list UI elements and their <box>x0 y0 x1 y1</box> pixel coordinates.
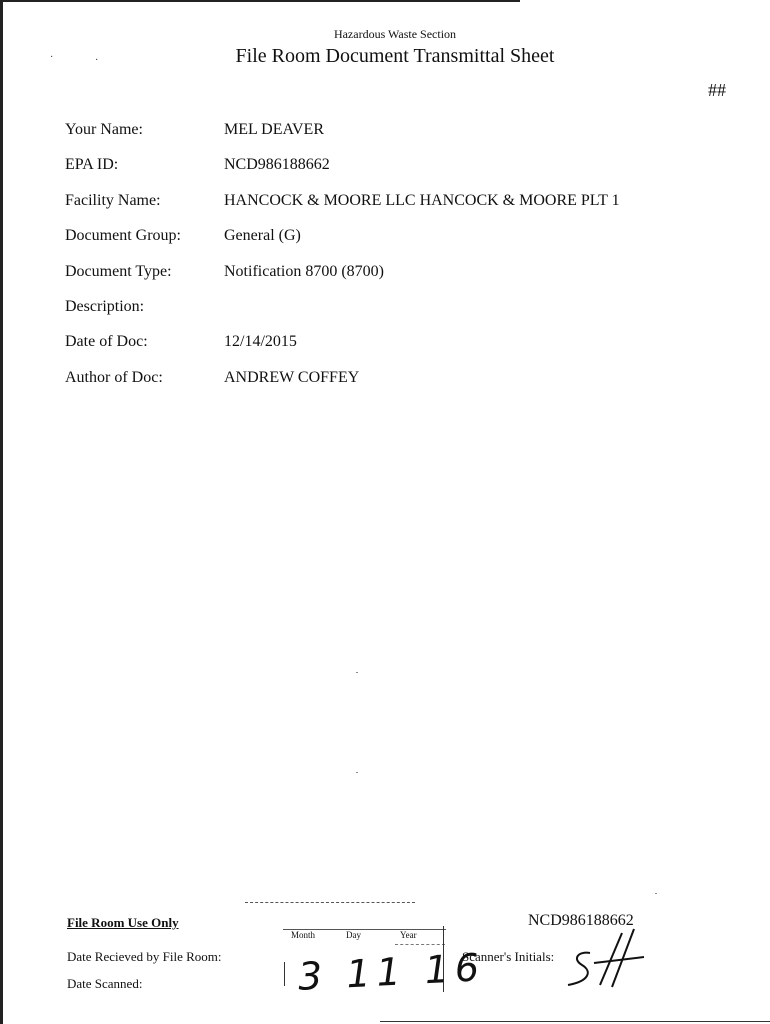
epa-id-label: EPA ID: <box>65 156 119 173</box>
handwritten-date: 3 11 16 <box>296 945 487 999</box>
scan-speck: · <box>50 52 54 63</box>
date-of-doc-label: Date of Doc: <box>65 333 148 350</box>
section-label: Hazardous Waste Section <box>333 27 457 41</box>
document-type-label: Document Type: <box>65 263 172 280</box>
year-column-label: Year <box>400 930 417 940</box>
facility-name-label: Facility Name: <box>65 192 161 209</box>
date-of-doc-value: 12/14/2015 <box>224 333 297 350</box>
your-name-label: Your Name: <box>65 121 143 138</box>
file-room-use-heading: File Room Use Only <box>67 915 179 930</box>
date-top-rule <box>245 902 415 903</box>
month-column-label: Month <box>291 930 316 940</box>
description-label: Description: <box>65 298 145 315</box>
date-box-dash <box>395 944 445 945</box>
scan-speck <box>655 893 657 894</box>
scanner-initials-label: Scanner's Initials: <box>462 949 555 964</box>
document-group-label: Document Group: <box>65 227 181 244</box>
document-group-value: General (G) <box>224 227 301 244</box>
scan-speck: · <box>95 55 99 66</box>
author-of-doc-value: ANDREW COFFEY <box>224 369 360 386</box>
author-of-doc-label: Author of Doc: <box>65 369 163 386</box>
your-name-value: MEL DEAVER <box>224 121 324 138</box>
bottom-rule <box>380 1021 770 1022</box>
scan-speck <box>356 672 358 673</box>
date-box-tick <box>284 962 285 986</box>
hash-mark: ## <box>708 80 726 100</box>
document-type-value: Notification 8700 (8700) <box>224 263 384 280</box>
date-scanned-label: Date Scanned: <box>67 976 143 991</box>
date-received-label: Date Recieved by File Room: <box>67 949 222 964</box>
facility-name-value: HANCOCK & MOORE LLC HANCOCK & MOORE PLT 1 <box>224 192 620 209</box>
footer-epa-id: NCD986188662 <box>528 912 634 929</box>
epa-id-value: NCD986188662 <box>224 156 330 173</box>
scan-speck <box>356 772 358 773</box>
scan-edge-left <box>0 0 3 1024</box>
scanner-initials-signature <box>560 925 650 995</box>
scan-edge-top <box>0 0 520 2</box>
day-column-label: Day <box>346 930 361 940</box>
sheet-title: File Room Document Transmittal Sheet <box>235 45 555 67</box>
